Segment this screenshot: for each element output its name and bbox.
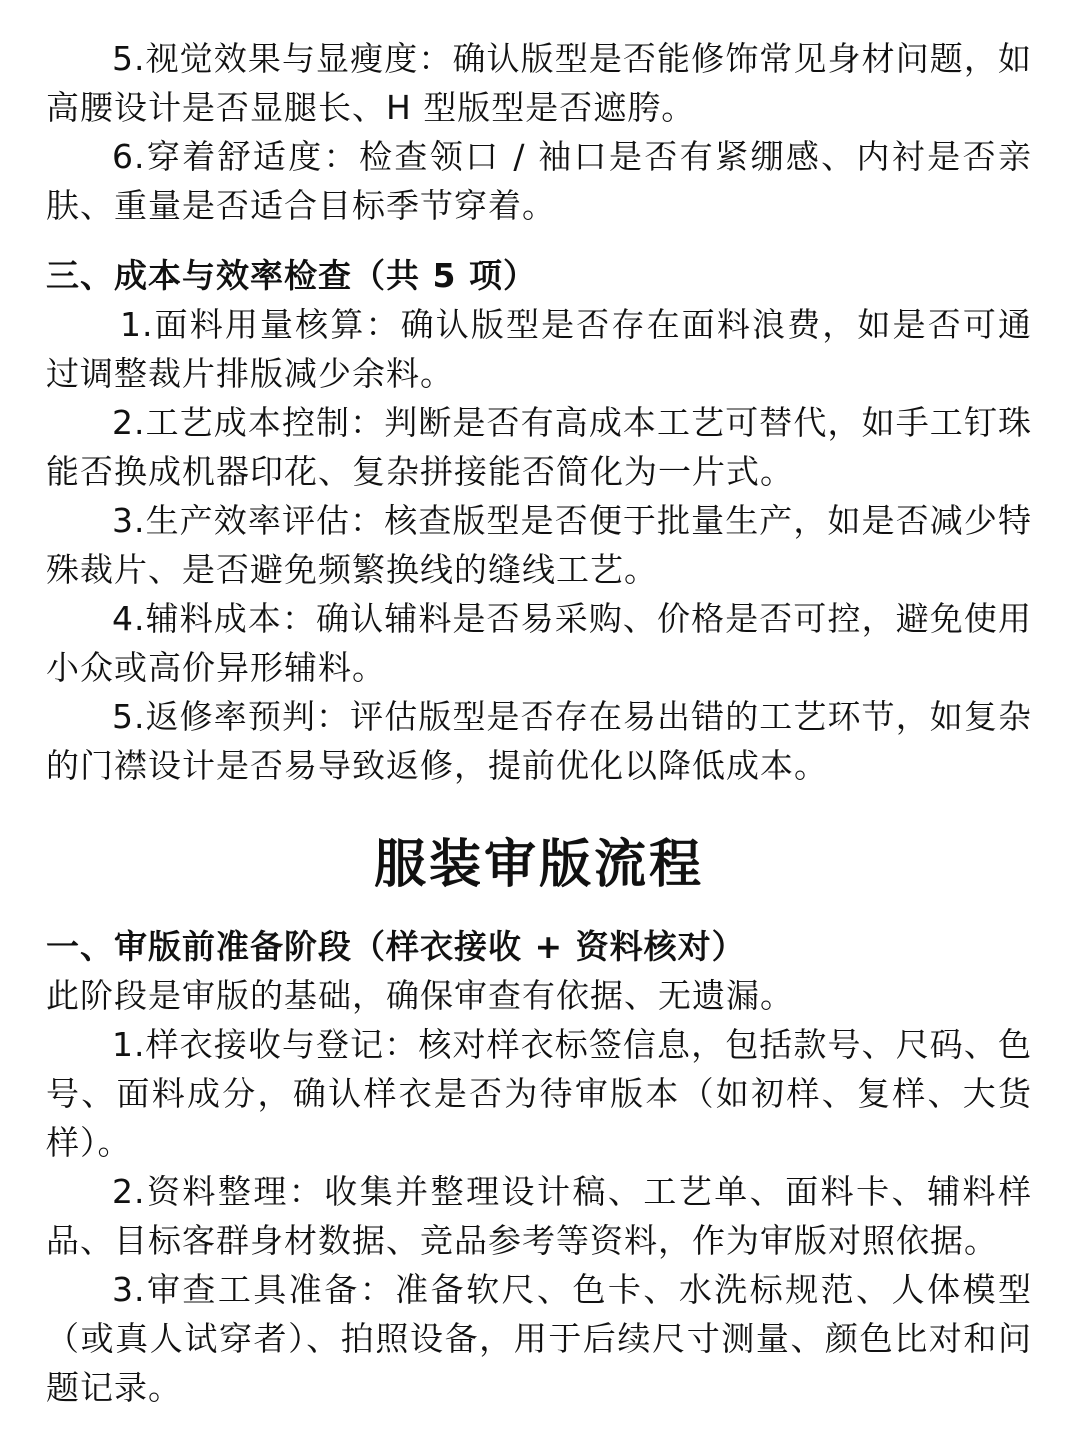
section-heading-preparation-stage: 一、审版前准备阶段（样衣接收 + 资料核对） [46, 927, 746, 966]
list-item-fabric-usage: 1.面料用量核算：确认版型是否存在面料浪费，如是否可通过调整裁片排版减少余料。 [46, 305, 1032, 393]
list-item-document-organizing: 2.资料整理：收集并整理设计稿、工艺单、面料卡、辅料样品、目标客群身材数据、竞品参考等资料，作为审版对照依据。 [46, 1172, 1032, 1260]
list-item-accessory-cost: 4.辅料成本：确认辅料是否易采购、价格是否可控，避免使用小众或高价异形辅料。 [46, 599, 1032, 687]
list-item-craft-cost: 2.工艺成本控制：判断是否有高成本工艺可替代，如手工钉珠能否换成机器印花、复杂拼接能否简化为一片式。 [46, 403, 1032, 491]
list-item-rework-rate: 5.返修率预判：评估版型是否存在易出错的工艺环节，如复杂的门襟设计是否易导致返修，提前优化以降低成本。 [46, 697, 1032, 785]
list-item-visual-effect: 5.视觉效果与显瘦度：确认版型是否能修饰常见身材问题，如高腰设计是否显腿长、H 型版型是否遮胯。 [46, 39, 1032, 127]
list-item-production-efficiency: 3.生产效率评估：核查版型是否便于批量生产，如是否减少特殊裁片、是否避免频繁换线的缝线工艺。 [46, 501, 1032, 589]
stage-intro: 此阶段是审版的基础，确保审查有依据、无遗漏。 [46, 976, 794, 1015]
list-item-sample-receipt: 1.样衣接收与登记：核对样衣标签信息，包括款号、尺码、色号、面料成分，确认样衣是否为待审版本（如初样、复样、大货样）。 [46, 1025, 1032, 1162]
page-title: 服装审版流程 [373, 835, 704, 895]
list-item-wear-comfort: 6.穿着舒适度：检查领口 / 袖口是否有紧绷感、内衬是否亲肤、重量是否适合目标季节穿着。 [46, 137, 1032, 225]
section-heading-cost-efficiency: 三、成本与效率检查（共 5 项） [46, 256, 537, 295]
list-item-tool-preparation: 3.审查工具准备：准备软尺、色卡、水洗标规范、人体模型（或真人试穿者）、拍照设备，用于后续尺寸测量、颜色比对和问题记录。 [46, 1270, 1032, 1407]
